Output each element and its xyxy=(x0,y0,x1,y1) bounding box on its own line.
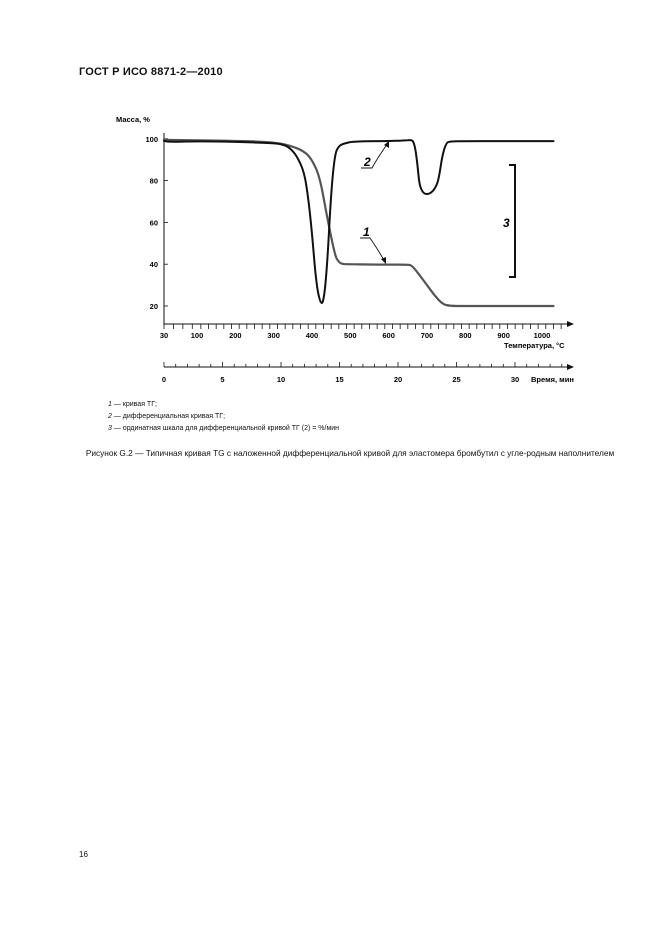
y-tick-label: 20 xyxy=(149,302,158,311)
x-tick-label: 200 xyxy=(229,331,242,340)
y-tick-label: 60 xyxy=(149,218,158,228)
curve-1 xyxy=(164,140,554,306)
legend-item-2: 2 — дифференциальная кривая ТГ; xyxy=(108,413,226,420)
time-tick-label: 20 xyxy=(393,375,403,384)
y-axis-label: Масса, % xyxy=(116,115,150,124)
time-tick-label: 30 xyxy=(510,375,520,384)
curve-2 xyxy=(164,140,554,303)
x-tick-label: 500 xyxy=(344,331,357,340)
y-tick-label: 100 xyxy=(145,134,158,144)
x-tick-label: 400 xyxy=(305,331,319,340)
x-tick-label: 300 xyxy=(267,331,280,340)
time-tick-labels xyxy=(162,375,519,384)
annotation-1-arrow xyxy=(381,257,386,264)
x-axis-label: Температура, °C xyxy=(504,341,565,350)
x-tick-label: 900 xyxy=(497,331,510,340)
x-tick-label: 800 xyxy=(459,331,472,340)
x-tick-label: 1000 xyxy=(533,331,551,340)
time-axis-arrow xyxy=(567,364,574,370)
x-axis-arrow xyxy=(567,321,574,327)
chart-annotations xyxy=(360,141,516,277)
annotation-1-leader xyxy=(360,238,385,262)
x-tick-label: 700 xyxy=(420,331,434,340)
y-tick-labels xyxy=(145,135,168,311)
time-tick-label: 15 xyxy=(335,375,344,384)
time-tick-label: 5 xyxy=(220,375,225,384)
time-tick-label: 0 xyxy=(161,375,167,384)
time-axis-label: Время, мин xyxy=(531,375,574,384)
y-tick-label: 40 xyxy=(149,260,158,270)
legend-item-1: 1 — кривая ТГ; xyxy=(108,401,157,408)
x-tick-label: 100 xyxy=(190,331,204,340)
annotation-1: 1 xyxy=(363,225,370,239)
x-tick-labels xyxy=(160,331,550,340)
document-header: ГОСТ Р ИСО 8871-2—2010 xyxy=(79,66,223,78)
annotation-2: 2 xyxy=(364,155,371,169)
x-tick-label: 600 xyxy=(382,331,395,340)
figure-caption: Рисунок G.2 — Типичная кривая TG с наложенной дифференциальной кривой для эластомера бромбутил с угле-родным наполнителем xyxy=(85,448,615,458)
annotation-3: 3 xyxy=(503,216,510,230)
tg-chart xyxy=(0,0,661,400)
chart-curves xyxy=(164,140,554,306)
y-tick-label: 80 xyxy=(149,176,158,186)
time-tick-label: 10 xyxy=(276,375,286,384)
page-number: 16 xyxy=(79,850,88,859)
x-tick-label: 30 xyxy=(159,331,169,340)
legend xyxy=(108,399,339,435)
legend-item-3: 3 — ординатная шкала для дифференциальной кривой ТГ (2) = %/мин xyxy=(108,425,340,432)
time-tick-label: 25 xyxy=(452,375,461,384)
